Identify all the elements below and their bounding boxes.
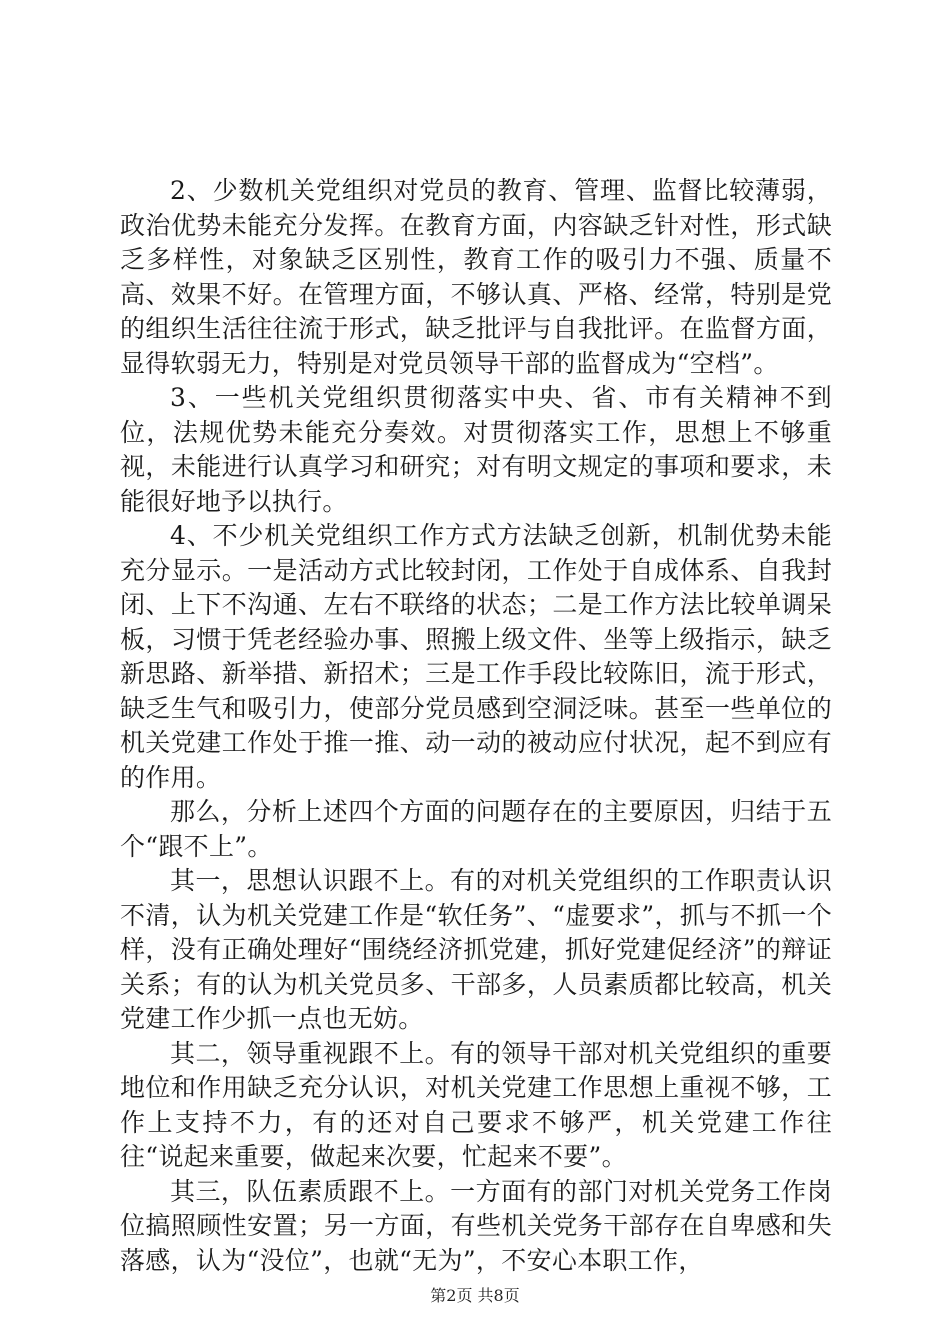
paragraph-2: 2、少数机关党组织对党员的教育、管理、监督比较薄弱，政治优势未能充分发挥。在教育方面，内容缺乏针对性，形式缺乏多样性，对象缺乏区别性，教育工作的吸引力不强、质量不高、效果不好。在管理方面，不够认真、严格、经常，特别是党的组织生活往往流于形式，缺乏批评与自我批评。在监督方面，显得软弱无力，特别是对党员领导干部的监督成为“空档”。 — [120, 176, 832, 378]
body-text — [120, 174, 832, 1278]
page-footer: 第2页 共8页 — [430, 1286, 520, 1305]
paragraph-reason-3: 其三，队伍素质跟不上。一方面有的部门对机关党务工作岗位搞照顾性安置；另一方面，有些机关党务干部存在自卑感和失落感，认为“没位”，也就“无为”，不安心本职工作， — [120, 1176, 832, 1275]
paragraph-reason-1: 其一，思想认识跟不上。有的对机关党组织的工作职责认识不清，认为机关党建工作是“软任务”、“虚要求”，抓与不抓一个样，没有正确处理好“围绕经济抓党建，抓好党建促经济”的辩证关系；有的认为机关党员多、干部多，人员素质都比较高，机关党建工作少抓一点也无妨。 — [120, 866, 833, 1033]
paragraph-4: 4、不少机关党组织工作方式方法缺乏创新，机制优势未能充分显示。一是活动方式比较封闭，工作处于自成体系、自我封闭、上下不沟通、左右不联络的状态；二是工作方法比较单调呆板，习惯于凭老经验办事、照搬上级文件、坐等上级指示，缺乏新思路、新举措、新招术；三是工作手段比较陈旧，流于形式，缺乏生气和吸引力，使部分党员感到空洞泛味。甚至一些单位的机关党建工作处于推一推、动一动的被动应付状况，起不到应有的作用。 — [120, 521, 832, 792]
paragraph-analysis-intro: 那么，分析上述四个方面的问题存在的主要原因，归结于五个“跟不上”。 — [120, 797, 832, 861]
paragraph-3: 3、一些机关党组织贯彻落实中央、省、市有关精神不到位，法规优势未能充分奏效。对贯彻落实工作，思想上不够重视，未能进行认真学习和研究；对有明文规定的事项和要求，未能很好地予以执行。 — [120, 383, 832, 516]
paragraph-reason-2: 其二，领导重视跟不上。有的领导干部对机关党组织的重要地位和作用缺乏充分认识，对机关党建工作思想上重视不够，工作上支持不力，有的还对自己要求不够严，机关党建工作往往“说起来重要，做起来次要，忙起来不要”。 — [120, 1038, 832, 1171]
